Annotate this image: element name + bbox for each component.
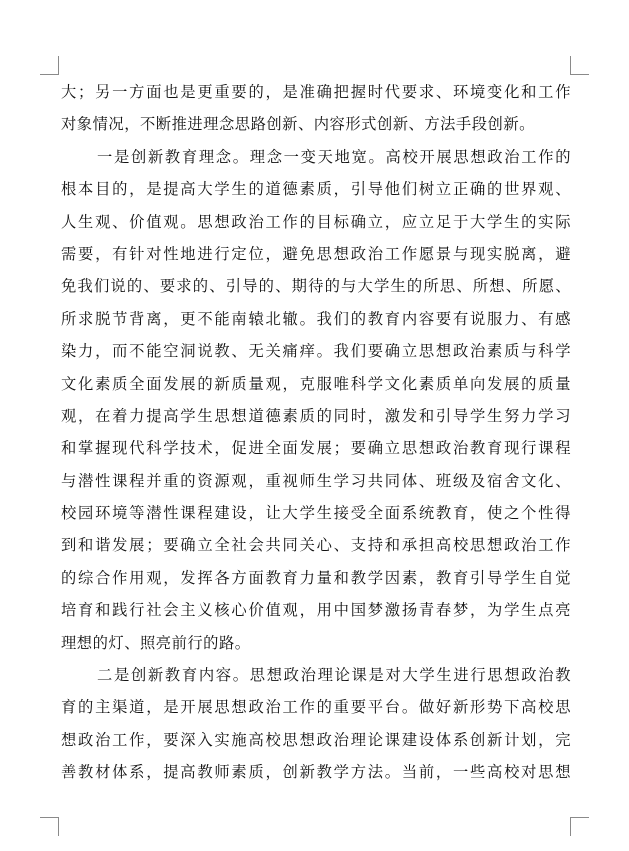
text-line: 理想的灯、照亮前行的路。 [61, 633, 251, 652]
text-line: 育的主渠道，是开展思想政治工作的重要平台。做好新形势下高校思 [61, 698, 571, 717]
text-line: 的综合作用观，发挥各方面教育力量和教学因素，教育引导学生自觉 [61, 568, 571, 587]
text-line: 善教材体系，提高教师素质，创新教学方法。当前，一些高校对思想 [61, 763, 571, 782]
text-line: 大；另一方面也是更重要的，是准确把握时代要求、环境变化和工作 [61, 83, 571, 101]
text-line: 观，在着力提高学生思想道德素质的同时，激发和引导学生努力学习 [61, 406, 571, 425]
text-line: 所求脱节背离，更不能南辕北辙。我们的教育内容要有说服力、有感 [61, 309, 571, 328]
text-line: 二是创新教育内容。思想政治理论课是对大学生进行思想政治教 [97, 666, 571, 685]
text-line: 与潜性课程并重的资源观，重视师生学习共同体、班级及宿舍文化、 [61, 471, 571, 490]
text-line: 到和谐发展；要确立全社会共同关心、支持和承担高校思想政治工作 [61, 536, 571, 555]
crop-mark-top-left [40, 56, 59, 75]
text-line: 想政治工作，要深入实施高校思想政治理论课建设体系创新计划，完 [61, 730, 571, 749]
crop-mark-top-right [570, 56, 589, 75]
text-line: 文化素质全面发展的新质量观，克服唯科学文化素质单向发展的质量 [61, 374, 571, 393]
text-line: 需要，有针对性地进行定位，避免思想政治工作愿景与现实脱离，避 [61, 244, 571, 263]
text-line: 培育和践行社会主义核心价值观，用中国梦激扬青春梦，为学生点亮 [61, 601, 571, 620]
text-line: 根本目的，是提高大学生的道德素质，引导他们树立正确的世界观、 [61, 180, 571, 199]
text-line: 免我们说的、要求的、引导的、期待的与大学生的所思、所想、所愿、 [61, 277, 571, 296]
text-line: 对象情况，不断推进理念思路创新、内容形式创新、方法手段创新。 [61, 115, 535, 134]
text-line: 一是创新教育理念。理念一变天地宽。高校开展思想政治工作的 [97, 147, 571, 166]
text-line: 染力，而不能空洞说教、无关痛痒。我们要确立思想政治素质与科学 [61, 342, 571, 361]
crop-mark-bottom-right [570, 817, 589, 836]
text-line: 和掌握现代科学技术，促进全面发展；要确立思想政治教育现行课程 [61, 439, 571, 458]
text-line: 校园环境等潜性课程建设，让大学生接受全面系统教育，使之个性得 [61, 504, 571, 523]
crop-mark-bottom-left [40, 817, 59, 836]
text-line: 人生观、价值观。思想政治工作的目标确立，应立足于大学生的实际 [61, 212, 571, 231]
document-body[interactable] [61, 76, 571, 789]
